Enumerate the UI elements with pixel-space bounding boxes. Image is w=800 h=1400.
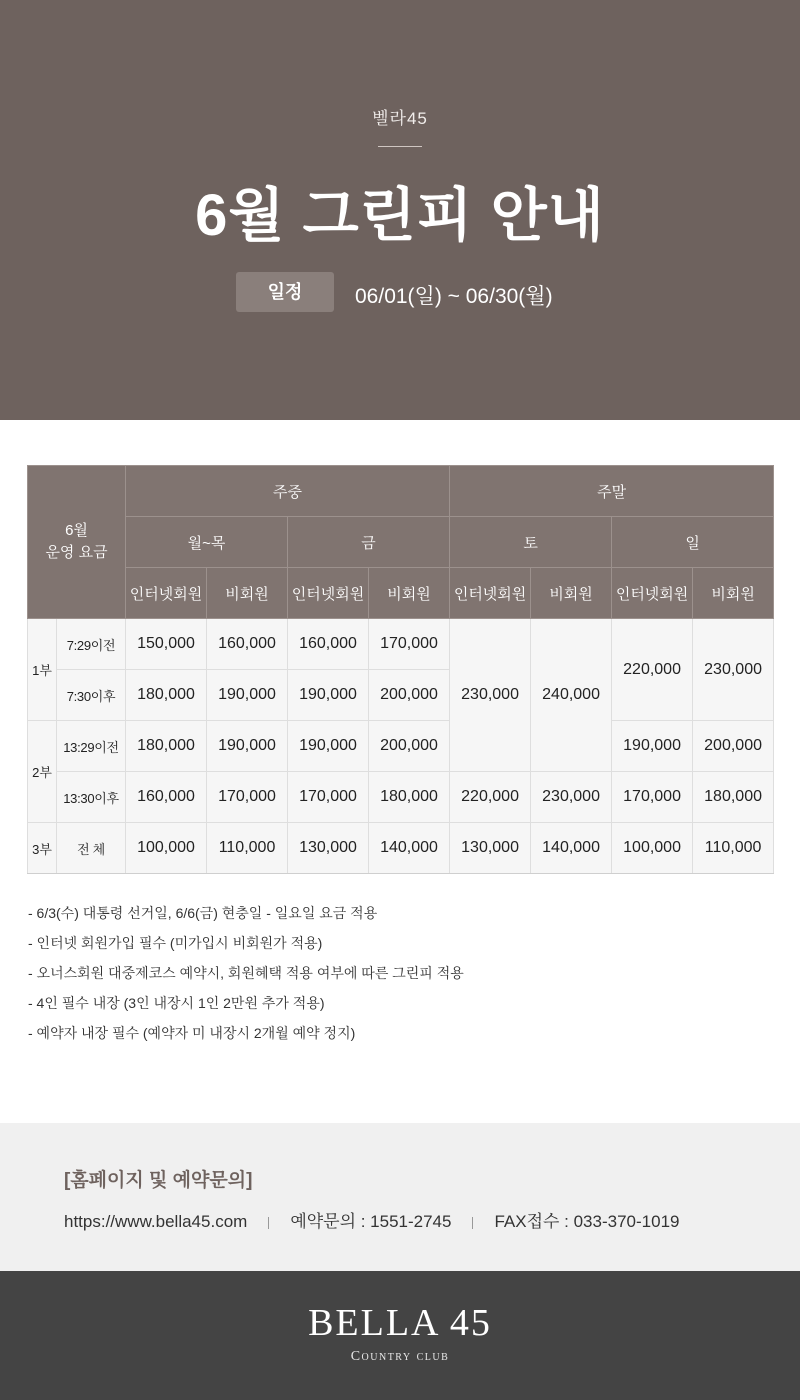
price-cell: 180,000 [126, 670, 207, 721]
separator [268, 1217, 269, 1229]
footer-logo-subtitle: Country club [350, 1349, 450, 1364]
price-cell: 230,000 [531, 772, 612, 823]
notes-list [28, 904, 768, 1054]
fax-number: FAX접수 : 033-370-1019 [494, 1212, 680, 1231]
schedule-dates: 06/01(일) ~ 06/30(월) [355, 285, 553, 308]
separator [472, 1217, 473, 1229]
header-weekend: 주말 [450, 466, 774, 517]
price-cell: 160,000 [288, 619, 369, 670]
price-cell: 190,000 [207, 721, 288, 772]
schedule-badge: 일정 [236, 272, 334, 312]
price-cell: 110,000 [207, 823, 288, 874]
schedule [0, 272, 800, 314]
price-cell: 160,000 [126, 772, 207, 823]
price-cell: 130,000 [450, 823, 531, 874]
price-cell: 180,000 [693, 772, 774, 823]
note-item: - 6/3(수) 대통령 선거일, 6/6(금) 현충일 - 일요일 요금 적용 [28, 905, 378, 921]
note-item: - 예약자 내장 필수 (예약자 미 내장시 2개월 예약 정지) [28, 1025, 356, 1041]
header-member: 인터넷회원 [288, 568, 369, 619]
header-fri: 금 [288, 517, 450, 568]
price-cell: 160,000 [207, 619, 288, 670]
time-slot: 13:30이후 [57, 772, 126, 823]
header-nonmember: 비회원 [693, 568, 774, 619]
corner-label: 운영 요금 [45, 544, 108, 561]
brand-name: 벨라45 [372, 109, 428, 128]
header-sat: 토 [450, 517, 612, 568]
part-label: 2부 [28, 721, 57, 823]
price-cell: 140,000 [369, 823, 450, 874]
header-nonmember: 비회원 [369, 568, 450, 619]
contact-section [0, 1123, 800, 1271]
table-row [28, 823, 774, 874]
page-title: 6월 그린피 안내 [195, 183, 605, 248]
header-member: 인터넷회원 [612, 568, 693, 619]
price-cell: 170,000 [612, 772, 693, 823]
price-cell: 150,000 [126, 619, 207, 670]
price-cell: 230,000 [693, 619, 774, 721]
time-slot: 7:29이전 [57, 619, 126, 670]
table-row [28, 772, 774, 823]
note-item: - 인터넷 회원가입 필수 (미가입시 비회원가 적용) [28, 935, 323, 951]
price-cell: 100,000 [612, 823, 693, 874]
reservation-phone[interactable]: 예약문의 : 1551-2745 [290, 1212, 452, 1231]
contact-title: [홈페이지 및 예약문의] [64, 1170, 253, 1191]
price-cell: 220,000 [450, 772, 531, 823]
price-cell: 170,000 [288, 772, 369, 823]
price-cell: 190,000 [288, 721, 369, 772]
header-member: 인터넷회원 [126, 568, 207, 619]
price-cell: 200,000 [369, 721, 450, 772]
price-cell: 240,000 [531, 619, 612, 772]
part-label: 3부 [28, 823, 57, 874]
fee-table [27, 465, 774, 874]
price-cell: 190,000 [612, 721, 693, 772]
price-cell: 180,000 [369, 772, 450, 823]
divider-line [378, 146, 422, 147]
note-item: - 4인 필수 내장 (3인 내장시 1인 2만원 추가 적용) [28, 995, 325, 1011]
price-cell: 200,000 [369, 670, 450, 721]
price-cell: 220,000 [612, 619, 693, 721]
header-nonmember: 비회원 [207, 568, 288, 619]
price-cell: 230,000 [450, 619, 531, 772]
price-cell: 190,000 [207, 670, 288, 721]
price-cell: 180,000 [126, 721, 207, 772]
time-slot: 7:30이후 [57, 670, 126, 721]
corner-month: 6월 [65, 522, 88, 539]
header-member: 인터넷회원 [450, 568, 531, 619]
price-cell: 170,000 [369, 619, 450, 670]
price-cell: 140,000 [531, 823, 612, 874]
time-slot: 13:29이전 [57, 721, 126, 772]
header-nonmember: 비회원 [531, 568, 612, 619]
time-slot: 전 체 [57, 823, 126, 874]
table-row [28, 619, 774, 670]
footer [0, 1271, 800, 1400]
table-row [28, 721, 774, 772]
price-cell: 200,000 [693, 721, 774, 772]
price-cell: 130,000 [288, 823, 369, 874]
price-cell: 100,000 [126, 823, 207, 874]
header-mon-thu: 월~목 [126, 517, 288, 568]
part-label: 1부 [28, 619, 57, 721]
note-item: - 오너스회원 대중제코스 예약시, 회원혜택 적용 여부에 따른 그린피 적용 [28, 965, 464, 981]
green-fee-table [27, 465, 773, 874]
website-link[interactable]: https://www.bella45.com [64, 1212, 248, 1231]
price-cell: 110,000 [693, 823, 774, 874]
price-cell: 190,000 [288, 670, 369, 721]
footer-logo: BELLA 45 [308, 1302, 492, 1344]
hero-banner [0, 0, 800, 420]
table-corner-header [28, 466, 126, 619]
price-cell: 170,000 [207, 772, 288, 823]
header-sun: 일 [612, 517, 774, 568]
contact-row [64, 1207, 679, 1232]
header-weekday: 주중 [126, 466, 450, 517]
